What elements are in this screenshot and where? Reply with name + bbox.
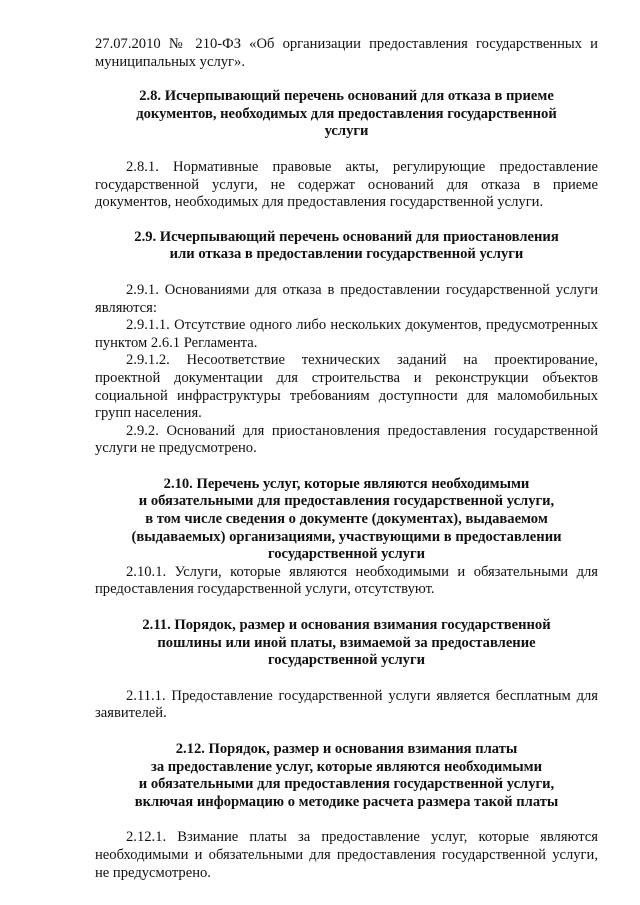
section-2-10-heading [95, 476, 598, 564]
heading-line: включая информацию о методике расчета размера такой платы [134, 793, 559, 810]
heading-line: и обязательными для предоставления государственной услуги, [138, 493, 555, 510]
paragraph-2-12-1: 2.12.1. Взимание платы за предоставление услуг, которые являются необходимыми и обязательными для предоставления государственной услуги, не предусмотрено. [95, 829, 598, 881]
document-page [95, 36, 598, 882]
heading-line: за предоставление услуг, которые являются необходимыми [150, 758, 543, 775]
heading-line: 2.12. Порядок, размер и основания взимания платы [175, 741, 518, 757]
paragraph-2-8-1: 2.8.1. Нормативные правовые акты, регулирующие предоставление государственной услуги, не содержат оснований для отказа в приеме документов, необходимых для предоставления государственной услуги. [95, 158, 598, 211]
section-2-12-heading [95, 741, 598, 811]
heading-line: документов, необходимых для предоставления государственной [136, 105, 557, 122]
heading-line: 2.10. Перечень услуг, которые являются необходимыми [163, 475, 530, 492]
heading-line: 2.9. Исчерпывающий перечень оснований для приостановления [134, 228, 559, 245]
paragraph-2-9-1-2: 2.9.1.2. Несоответствие технических заданий на проектирование, проектной документации для строительства и реконструкции объектов социальной инфраструктуры требованиям доступности для маломобильных групп населения. [95, 352, 598, 422]
section-2-11-heading [95, 617, 598, 670]
heading-line: государственной услуги [267, 652, 426, 669]
heading-line: и обязательными для предоставления государственной услуги, [138, 776, 555, 793]
section-2-9-heading [95, 229, 598, 264]
intro-paragraph: 27.07.2010 № 210-ФЗ «Об организации предоставления государственных и муниципальных услуг». [95, 36, 598, 70]
heading-line: 2.11. Порядок, размер и основания взимания государственной [142, 617, 551, 634]
paragraph-2-9-1: 2.9.1. Основаниями для отказа в предоставлении государственной услуги являются: [95, 281, 598, 316]
paragraph-2-11-1: 2.11.1. Предоставление государственной услуги является бесплатным для заявителей. [95, 687, 598, 722]
section-2-8-heading [95, 88, 598, 141]
paragraph-2-9-1-1: 2.9.1.1. Отсутствие одного либо нескольких документов, предусмотренных пунктом 2.6.1 Регламента. [95, 317, 598, 351]
heading-line: (выдаваемых) организациями, участвующими в предоставлении [131, 528, 562, 545]
heading-line: 2.8. Исчерпывающий перечень оснований для отказа в приеме [139, 88, 554, 105]
heading-line: услуги [324, 123, 369, 140]
heading-line: или отказа в предоставлении государственной услуги [169, 246, 524, 263]
paragraph-2-9-2: 2.9.2. Оснований для приостановления предоставления государственной услуги не предусмотрено. [95, 422, 598, 457]
paragraph-2-10-1: 2.10.1. Услуги, которые являются необходимыми и обязательными для предоставления государственной услуги, отсутствуют. [95, 563, 598, 598]
heading-line: пошлины или иной платы, взимаемой за предоставление [157, 634, 536, 651]
heading-line: государственной услуги [267, 546, 426, 563]
heading-line: в том числе сведения о документе (документах), выдаваемом [145, 511, 548, 528]
